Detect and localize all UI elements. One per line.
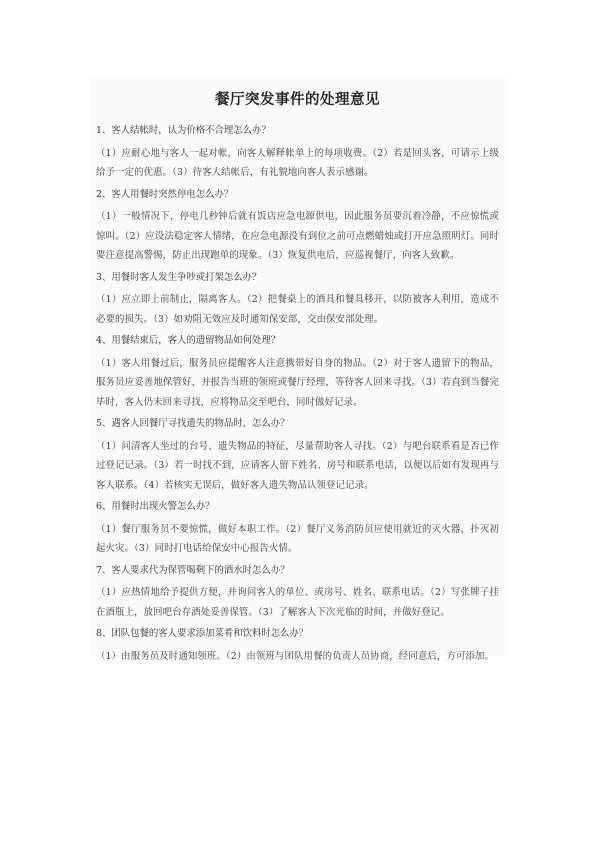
qa-section-4	[96, 331, 499, 412]
question-2: 2、客人用餐时突然停电怎么办？	[96, 188, 234, 200]
question-7: 7、客人要求代为保管喝剩下的酒水时怎么办？	[96, 564, 290, 576]
document-page	[90, 78, 505, 662]
question-8: 8、团队包餐的客人要求添加菜肴和饮料时怎么办？	[96, 628, 309, 639]
answer-2: （1）一般情况下，停电几秒钟后就有饭店应急电源供电，因此服务员要沉着冷静，不应惊慌或惊叫。（2）应设法稳定客人情绪，在应急电源没有到位之前可点燃蜡烛或打开应急照明灯。同时要注意提高警惕，防止出现跑单的现象。（3）恢复供电后，应巡视餐厅，向客人致歉。	[96, 211, 499, 261]
qa-section-3	[96, 268, 499, 330]
answer-1: （1）应耐心地与客人一起对帐，向客人解释帐单上的每项收费。（2）若是回头客，可请示上级给予一定的优惠。（3）待客人结帐后，有礼貌地向客人表示感谢。	[96, 147, 499, 178]
qa-section-5	[96, 414, 499, 495]
qa-section-7	[96, 561, 499, 623]
question-4: 4、用餐结束后，客人的遗留物品如何处理？	[96, 335, 281, 346]
answer-3: （1）应立即上前制止，隔离客人。（2）把餐桌上的酒具和餐具移开，以防被客人利用，造成不必要的损失。（3）如劝阻无效应及时通知保安部，交由保安部处理。	[96, 294, 499, 325]
qa-section-8	[96, 624, 499, 666]
question-6: 6、用餐时出现火警怎么办？	[96, 501, 215, 512]
answer-4: （1）客人用餐过后，服务员应提醒客人注意携带好自身的物品。（2）对于客人遗留下的物品，服务员应妥善地保管好，并报告当班的领班或餐厅经理，等待客人回来寻找。（3）若直到当餐完毕时，客人仍未回来寻找，应将物品交至吧台，同时做好记录。	[96, 357, 499, 408]
document-title: 餐厅突发事件的处理意见	[215, 92, 380, 108]
qa-section-1	[96, 121, 499, 183]
answer-8: （1）由服务员及时通知领班。（2）由领班与团队用餐的负责人员协商，经同意后，方可添加。	[96, 650, 495, 662]
question-5: 5、遇客人回餐厅寻找遗失的物品时，怎么办？	[96, 418, 290, 429]
qa-section-2	[96, 185, 499, 266]
answer-5: （1）问清客人坐过的台号、遗失物品的特征，尽量帮助客人寻找。（2）与吧台联系看是否已作过登记记录。（3）若一时找不到，应请客人留下姓名、房号和联系电话，以便以后如有发现再与客人联系。（4）若核实无误后，做好客人遗失物品认领登记记录。	[96, 440, 499, 491]
question-3: 3、用餐时客人发生争吵或打架怎么办？	[96, 271, 262, 283]
qa-section-6	[96, 497, 499, 559]
answer-7: （1）应热情地给予提供方便，并询问客人的单位、或房号、姓名、联系电话。（2）写张牌子挂在酒瓶上，放回吧台存酒处妥善保管。（3）了解客人下次光临的时间，并做好登记。	[96, 587, 499, 618]
question-1: 1、客人结帐时，认为价格不合理怎么办？	[96, 125, 271, 136]
answer-6: （1）餐厅服务员不要惊慌，做好本职工作。（2）餐厅义务消防员应使用就近的灭火器，扑灭初起火灾。（3）同时打电话给保安中心报告火情。	[96, 523, 499, 554]
